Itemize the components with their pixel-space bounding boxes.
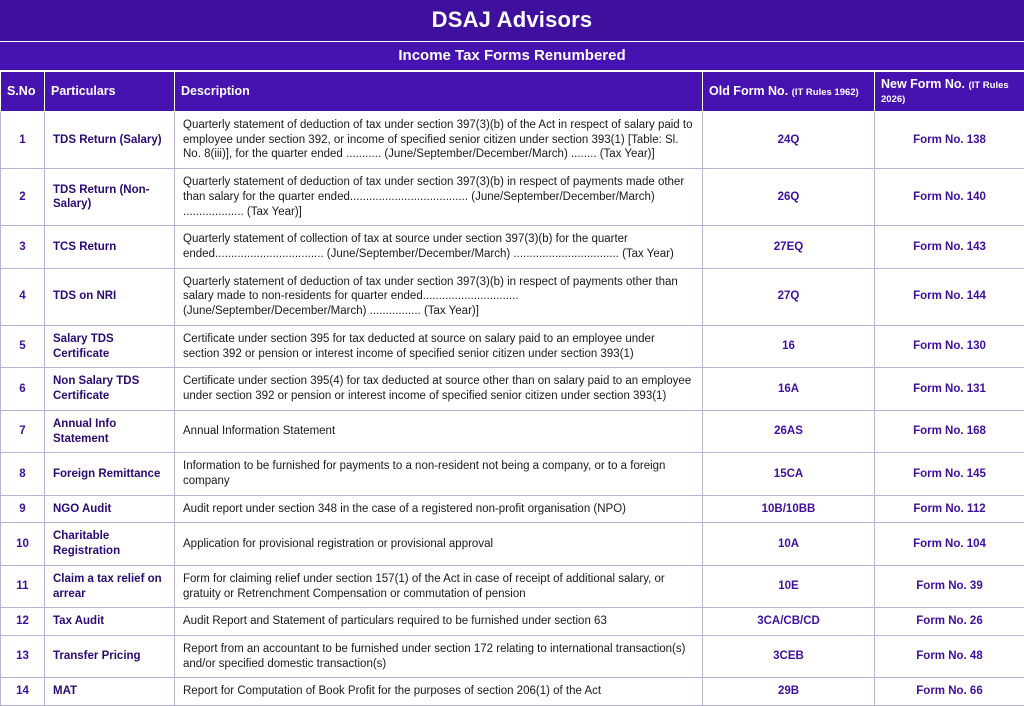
cell-description: Report from an accountant to be furnished under section 172 relating to international transaction(s) and/or specified domestic transaction(s) bbox=[175, 635, 703, 677]
cell-description: Audit report under section 348 in the case of a registered non-profit organisation (NPO) bbox=[175, 495, 703, 523]
column-header-new-form-label: New Form No. bbox=[881, 77, 965, 91]
column-header-old-form bbox=[703, 72, 875, 112]
table-row bbox=[1, 112, 1024, 169]
cell-particulars: TDS Return (Non-Salary) bbox=[45, 169, 175, 226]
cell-particulars: TCS Return bbox=[45, 226, 175, 268]
cell-new-form: Form No. 131 bbox=[875, 368, 1024, 410]
cell-description: Quarterly statement of deduction of tax under section 397(3)(b) of the Act in respect of salary paid to employee under section 392, or income of specified senior citizen under section 393(1) [Table: Sl. No. 8(iii)], for the quarter ended ........... (June/September/December/March) ........ (Tax Year)] bbox=[175, 112, 703, 169]
cell-sno: 6 bbox=[1, 368, 45, 410]
cell-description: Quarterly statement of deduction of tax under section 397(3)(b) in respect of payments made other than salary for the quarter ended..................................... (June/September/December/March) ................... (Tax Year)] bbox=[175, 169, 703, 226]
cell-old-form: 15CA bbox=[703, 453, 875, 495]
forms-table bbox=[0, 71, 1024, 706]
cell-new-form: Form No. 104 bbox=[875, 523, 1024, 565]
cell-particulars: Claim a tax relief on arrear bbox=[45, 565, 175, 607]
cell-old-form: 16A bbox=[703, 368, 875, 410]
table-row bbox=[1, 268, 1024, 325]
column-header-old-form-sub: (IT Rules 1962) bbox=[792, 87, 859, 98]
table-row bbox=[1, 635, 1024, 677]
cell-sno: 5 bbox=[1, 325, 45, 367]
column-header-description: Description bbox=[175, 72, 703, 112]
cell-new-form: Form No. 140 bbox=[875, 169, 1024, 226]
cell-new-form: Form No. 48 bbox=[875, 635, 1024, 677]
cell-description: Certificate under section 395 for tax deducted at source on salary paid to an employee under section 392 or pension or interest income of specified senior citizen under section 393(1) bbox=[175, 325, 703, 367]
cell-particulars: Charitable Registration bbox=[45, 523, 175, 565]
table-row bbox=[1, 565, 1024, 607]
cell-particulars: Transfer Pricing bbox=[45, 635, 175, 677]
cell-new-form: Form No. 143 bbox=[875, 226, 1024, 268]
cell-old-form: 27EQ bbox=[703, 226, 875, 268]
cell-particulars: TDS Return (Salary) bbox=[45, 112, 175, 169]
cell-old-form: 24Q bbox=[703, 112, 875, 169]
table-row bbox=[1, 410, 1024, 452]
cell-description: Quarterly statement of collection of tax at source under section 397(3)(b) for the quarter ended.................................. (June/September/December/March) ................................. (Tax Year) bbox=[175, 226, 703, 268]
cell-old-form: 27Q bbox=[703, 268, 875, 325]
cell-old-form: 10B/10BB bbox=[703, 495, 875, 523]
table-row bbox=[1, 678, 1024, 706]
cell-new-form: Form No. 39 bbox=[875, 565, 1024, 607]
cell-old-form: 3CA/CB/CD bbox=[703, 608, 875, 636]
table-header-row bbox=[1, 72, 1024, 112]
cell-sno: 12 bbox=[1, 608, 45, 636]
cell-sno: 13 bbox=[1, 635, 45, 677]
cell-sno: 7 bbox=[1, 410, 45, 452]
column-header-particulars: Particulars bbox=[45, 72, 175, 112]
cell-sno: 10 bbox=[1, 523, 45, 565]
document-title: DSAJ Advisors bbox=[0, 0, 1024, 42]
cell-particulars: NGO Audit bbox=[45, 495, 175, 523]
cell-description: Audit Report and Statement of particulars required to be furnished under section 63 bbox=[175, 608, 703, 636]
cell-description: Certificate under section 395(4) for tax deducted at source other than on salary paid to an employee under section 392 or pension or interest income of specified senior citizen under section 393(1) bbox=[175, 368, 703, 410]
table-row bbox=[1, 495, 1024, 523]
cell-particulars: Non Salary TDS Certificate bbox=[45, 368, 175, 410]
cell-particulars: MAT bbox=[45, 678, 175, 706]
table-row bbox=[1, 368, 1024, 410]
cell-new-form: Form No. 145 bbox=[875, 453, 1024, 495]
cell-sno: 8 bbox=[1, 453, 45, 495]
column-header-sno: S.No bbox=[1, 72, 45, 112]
cell-new-form: Form No. 112 bbox=[875, 495, 1024, 523]
cell-description: Application for provisional registration or provisional approval bbox=[175, 523, 703, 565]
cell-new-form: Form No. 138 bbox=[875, 112, 1024, 169]
cell-old-form: 3CEB bbox=[703, 635, 875, 677]
cell-sno: 11 bbox=[1, 565, 45, 607]
cell-particulars: Tax Audit bbox=[45, 608, 175, 636]
cell-sno: 9 bbox=[1, 495, 45, 523]
table-row bbox=[1, 169, 1024, 226]
cell-new-form: Form No. 168 bbox=[875, 410, 1024, 452]
cell-sno: 4 bbox=[1, 268, 45, 325]
column-header-old-form-label: Old Form No. bbox=[709, 84, 788, 98]
cell-old-form: 16 bbox=[703, 325, 875, 367]
cell-particulars: TDS on NRI bbox=[45, 268, 175, 325]
table-row bbox=[1, 325, 1024, 367]
table-body bbox=[1, 112, 1024, 706]
cell-new-form: Form No. 66 bbox=[875, 678, 1024, 706]
cell-old-form: 26AS bbox=[703, 410, 875, 452]
cell-sno: 2 bbox=[1, 169, 45, 226]
cell-old-form: 10A bbox=[703, 523, 875, 565]
table-row bbox=[1, 523, 1024, 565]
table-row bbox=[1, 226, 1024, 268]
cell-old-form: 29B bbox=[703, 678, 875, 706]
cell-sno: 14 bbox=[1, 678, 45, 706]
cell-old-form: 26Q bbox=[703, 169, 875, 226]
cell-description: Annual Information Statement bbox=[175, 410, 703, 452]
column-header-new-form-sub: (IT Rules 2026) bbox=[881, 80, 1009, 105]
cell-particulars: Annual Info Statement bbox=[45, 410, 175, 452]
cell-description: Quarterly statement of deduction of tax under section 397(3)(b) in respect of payments other than salary made to non-residents for quarter ended.............................. (June/September/December/March) ................ (Tax Year)] bbox=[175, 268, 703, 325]
cell-new-form: Form No. 130 bbox=[875, 325, 1024, 367]
cell-particulars: Salary TDS Certificate bbox=[45, 325, 175, 367]
cell-description: Information to be furnished for payments to a non-resident not being a company, or to a foreign company bbox=[175, 453, 703, 495]
cell-sno: 1 bbox=[1, 112, 45, 169]
cell-new-form: Form No. 144 bbox=[875, 268, 1024, 325]
cell-description: Report for Computation of Book Profit for the purposes of section 206(1) of the Act bbox=[175, 678, 703, 706]
column-header-new-form bbox=[875, 72, 1024, 112]
cell-new-form: Form No. 26 bbox=[875, 608, 1024, 636]
cell-description: Form for claiming relief under section 157(1) of the Act in case of receipt of additional salary, or gratuity or Retrenchment Compensation or commutation of pension bbox=[175, 565, 703, 607]
table-row bbox=[1, 453, 1024, 495]
cell-old-form: 10E bbox=[703, 565, 875, 607]
table-row bbox=[1, 608, 1024, 636]
table-header bbox=[1, 72, 1024, 112]
cell-particulars: Foreign Remittance bbox=[45, 453, 175, 495]
cell-sno: 3 bbox=[1, 226, 45, 268]
document-subtitle: Income Tax Forms Renumbered bbox=[0, 42, 1024, 71]
